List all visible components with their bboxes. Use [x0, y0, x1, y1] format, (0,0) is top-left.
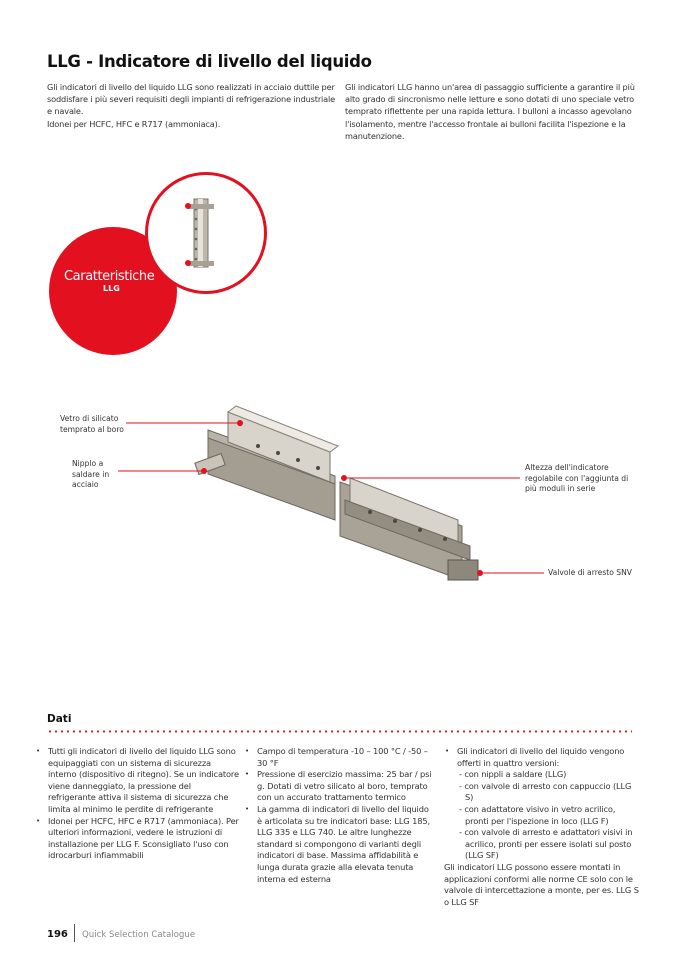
data-column-1: [35, 746, 240, 862]
dotted-divider: [47, 730, 632, 733]
list-item: [444, 746, 639, 862]
level-gauge-illustration: [195, 406, 483, 580]
catalogue-name: Quick Selection Catalogue: [82, 930, 196, 940]
list-item: • Idonei per HCFC, HFC e R717 (ammoniaca). Per ulteriori informazioni, vedere le istruzioni di installazione per LLG F. Sconsigliato l'uso con idrocarburi infiammabili: [35, 816, 240, 862]
footer-divider: [74, 924, 75, 942]
version-item: - con adattatore visivo in vetro acrilico, pronti per l'ispezione in loco (LLG F): [459, 803, 616, 826]
list-item: • Campo di temperatura -10 – 100 °C / -50 – 30 °F: [244, 746, 434, 769]
callout-height: Altezza dell'indicatore regolabile con l'aggiunta di più moduli in serie: [525, 463, 629, 494]
callout-valves: Valvole di arresto SNV: [548, 568, 633, 577]
section-heading: Dati: [47, 713, 72, 725]
intro-paragraph: Gli indicatori LLG hanno un'area di passaggio sufficiente a garantire il più alto grado di sincronismo nelle letture e sono dotati di uno speciale vetro temprato riflettente per una rapida lettura. I bulloni a incasso agevolano l'isolamento, mentre l'accesso frontale ai bulloni facilita l'ispezione e la manutenzione.: [345, 82, 635, 141]
list-item: • La gamma di indicatori di livello del liquido è articolata su tre indicatori base: LLG 185, LLG 335 e LLG 740. Le altre lunghezze standard si compongono di varianti degli indicatori di base. Massima affidabilità e lunga durata grazie alla elevata tenuta interna ed esterna: [244, 804, 434, 885]
badge-title: Caratteristiche: [64, 269, 155, 284]
intro-paragraph: Idonei per HCFC, HFC e R717 (ammoniaca).: [47, 118, 221, 129]
version-item: - con valvole di arresto e adattatori visivi in acrilico, pronti per essere isolati sul posto (LLG SF): [459, 827, 633, 861]
compliance-note: Gli indicatori LLG possono essere montati in applicazioni conformi alle norme CE solo con le valvole di intercettazione a monte, per es. LLG S o LLG SF: [444, 861, 639, 907]
page-title: LLG - Indicatore di livello del liquido: [47, 52, 372, 71]
versions-intro: Gli indicatori di livello del liquido vengono offerti in quattro versioni:: [457, 746, 625, 768]
version-item: - con valvole di arresto con cappuccio (LLG S): [459, 780, 632, 803]
intro-paragraph: Gli indicatori di livello del liquido LLG sono realizzati in acciaio duttile per soddisfare i più severi requisiti degli impianti di refrigerazione industriale e navale.: [47, 82, 336, 117]
data-column-3: [444, 746, 639, 908]
callout-nipple: Nipplo a saldare in acciaio: [72, 459, 110, 490]
page-number: 196: [47, 929, 68, 940]
data-column-2: [244, 746, 434, 885]
badge-subtitle: LLG: [103, 284, 120, 293]
callout-glass: Vetro di silicato temprato al boro: [60, 414, 124, 434]
list-item: • Pressione di esercizio massima: 25 bar / psi g. Dotati di vetro silicato al boro, temprato con un accurato trattamento termico: [244, 769, 434, 804]
list-item: • Tutti gli indicatori di livello del liquido LLG sono equipaggiati con un sistema di sicurezza interno (dispositivo di ritegno). Se un indicatore viene danneggiato, la pressione del refrigerante attiva il sistema di sicurezza che limita al minimo le perdite di refrigerante: [35, 746, 240, 816]
version-item: - con nippli a saldare (LLG): [459, 769, 567, 780]
